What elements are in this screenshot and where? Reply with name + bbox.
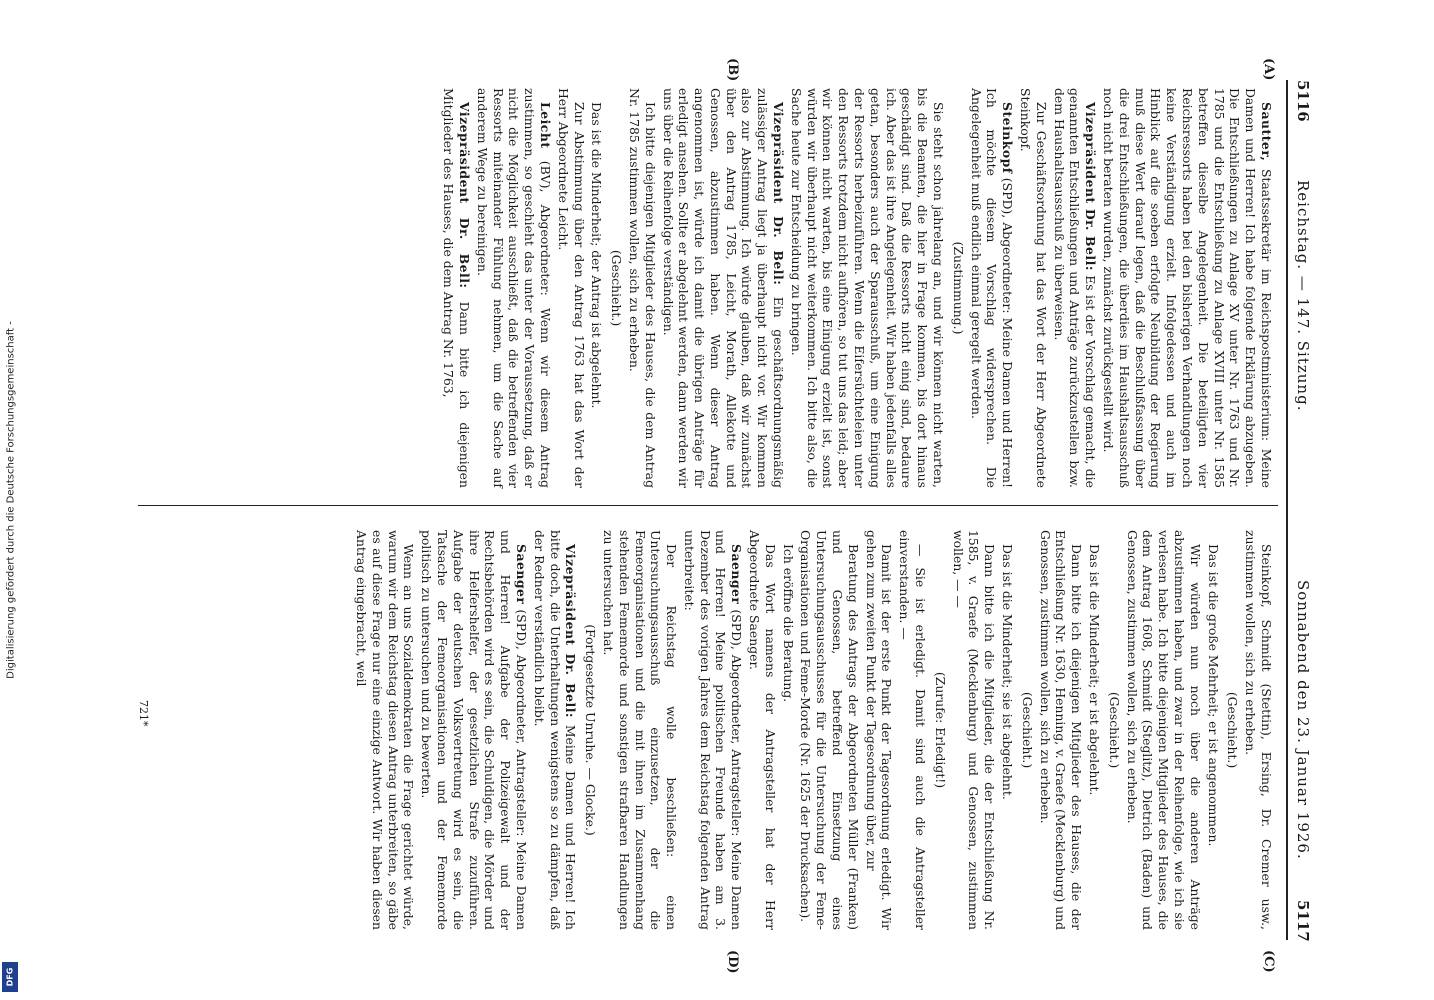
header-title: Reichstag. — 147. Sitzung. [1294, 180, 1312, 412]
paragraph-text: (SPD), Abgeordneter, Antragsteller: Meine Damen und Herren! Meine politischen Freunde haben am 3. Dezember des vorigen Jahres dem Reichstag folgenden Antrag unterbreitet: [681, 530, 745, 930]
paragraph [1205, 530, 1221, 930]
paragraph [555, 88, 587, 488]
right-column [351, 530, 1274, 930]
paragraph [968, 88, 1015, 488]
speaker-name: Vizepräsident Dr. Bell: [1083, 102, 1099, 271]
page-number-right: 5117 [1294, 900, 1312, 942]
stage-direction: (Geschieht.) [1106, 691, 1122, 769]
paragraph [681, 530, 744, 930]
paragraph-text: (SPD), Abgeordneter, Antragsteller: Meine Damen und Herren! Aufgabe der Polizeigewalt und der Rechtsbehörden wird es sein, die Schuldigen, die Mörder und ihre Helfershelfer, der gesetzlichen Strafe zuzuführen. Aufgabe der deutschen Volksvertretung wird es sein, die Tatsache der Femeorganisationen und der Fememorde politisch zu untersuchen und zu bewerten. [419, 530, 529, 930]
credit-text: Digitalisierung gefördert durch die Deutsche Forschungsgemeinschaft - [5, 321, 17, 679]
paragraph [896, 530, 928, 930]
paragraph-text: Der Reichstag wolle beschließen: einen Untersuchungsausschuß einzusetzen, der die Femeorganisationen und die mit ihnen im Zusammenhang stehenden Fememorde und sonstigen strafbaren Handlungen zu untersuchen hat. [600, 530, 680, 930]
paragraph [863, 530, 895, 930]
paragraph-text: Dann bitte ich die Mitglieder, die der Entschließung Nr. 1585, v. Graefe (Mecklenburg) und Genossen, zustimmen wollen, — — [950, 530, 998, 930]
paragraph [440, 88, 472, 488]
speaker-name: Vizepräsident Dr. Bell: [771, 102, 787, 286]
speaker-name: Saenger [513, 544, 529, 605]
paragraph-text: Ein geschäftsordnungsmäßig zulässiger Antrag liegt ja überhaupt nicht vor. Wir kommen also zur Abstimmung. Ich würde glauben, daß wir zunächst über den Antrag 1785, Leicht, Morath, Allekotte und Genossen, abzustimmen haben. Wenn dieser Antrag angenommen ist, würde ich damit die übrigen Anträge für erledigt ansehen. Sollte er abgelehnt werden, dann werden wir uns über die Reihenfolge verständigen. [660, 88, 787, 488]
paragraph [418, 530, 529, 930]
speaker-name: Sautter, [1259, 102, 1274, 162]
paragraph [950, 530, 997, 930]
header-rule [1286, 80, 1288, 940]
stage-direction: (Fortgesetzte Unruhe. — Glocke.) [583, 624, 599, 836]
paragraph [589, 88, 605, 488]
paragraph [1100, 88, 1274, 488]
paragraph-text: Ich bitte diejenigen Mitglieder des Hauses, die dem Antrag Nr. 1785 zustimmen wollen, sich zu erheben. [626, 88, 658, 488]
scanned-page [100, 40, 1340, 974]
signature-mark: 721* [137, 700, 150, 727]
margin-mark-b: (B) [725, 58, 740, 82]
paragraph-text: (BV), Abgeordneter: Wenn wir diesem Antrag zustimmen, so geschieht das unter der Voraussetzung, daß er nicht die Möglichkeit ausschließt, daß die betreffenden vier Ressorts miteinander Fühlung nehmen, um die Sache auf anderem Wege zu bereinigen. [474, 88, 553, 488]
paragraph-text: Es ist der Vorschlag gemacht, die genannten Entschließungen und Anträge zurückzustellen bzw. dem Haushaltsausschuß zu überweisen. [1051, 88, 1099, 488]
paragraph-text: Dann bitte ich diejenigen Mitglieder des Hauses, die dem Antrag Nr. 1763, [441, 88, 472, 488]
paragraph [780, 530, 796, 930]
paragraph-text: (SPD), Abgeordneter: Meine Damen und Herren! Ich möchte diesem Vorschlag widersprechen. Die Angelegenheit muß endlich einmal geregelt werden. [968, 88, 1016, 488]
paragraph-text: Ich eröffne die Beratung. [780, 544, 796, 703]
speaker-name: Vizepräsident Dr. Bell: [456, 102, 472, 289]
left-column [438, 88, 1274, 488]
stage-direction: (Geschieht.) [609, 249, 625, 327]
paragraph-text: Wir würden nun noch über die anderen Anträge abzustimmen haben, und zwar in der Reihenfolge, wie ich sie verlesen habe. Ich bitte diejenigen Mitglieder des Hauses, die dem Antrag 1608, Schmidt (Steglitz), Dietrich (Baden) und Genossen, zustimmen wollen, sich zu erheben. [1124, 530, 1203, 930]
header-date: Sonnabend den 23. Januar 1926. [1294, 580, 1312, 860]
dfg-logo [2, 962, 18, 992]
paragraph [999, 530, 1015, 930]
paragraph-text: Zur Abstimmung über den Antrag 1763 hat das Wort der Herr Abgeordnete Leicht. [555, 88, 587, 488]
paragraph-text: Das ist die Minderheit; sie ist abgelehnt. [1000, 544, 1016, 800]
paragraph-text: Das ist die Minderheit; der Antrag ist abgelehnt. [589, 102, 605, 409]
paragraph-text: Meine Damen und Herren! Ich bitte doch, die Unterhaltungen wenigstens so zu dämpfen, daß der Redner verständlich bleibt. [531, 530, 579, 930]
paragraph-text: Das ist die Minderheit; er ist abgelehnt. [1087, 544, 1103, 796]
paragraph [474, 88, 553, 488]
column-divider [138, 505, 1278, 506]
paragraph [600, 530, 679, 930]
paragraph [1037, 530, 1084, 930]
paragraph-text: — Sie ist erledigt. Damit sind auch die Antragsteller einverstanden. — [897, 530, 929, 930]
paragraph-text: Dann bitte ich diejenigen Mitglieder des Hauses, die der Entschließung Nr. 1630, Henning, v. Graefe (Mecklenburg) und Genossen, zustimmen wollen, sich zu erheben. [1037, 530, 1085, 931]
margin-mark-c: (C) [1261, 950, 1276, 973]
paragraph [626, 88, 658, 488]
paragraph [1051, 88, 1098, 488]
stage-direction: (Zustimmung.) [950, 241, 966, 335]
stage-direction: (Geschieht.) [1019, 691, 1035, 769]
paragraph [746, 530, 778, 930]
dfg-logo-text: DFG [5, 967, 15, 987]
paragraph-text: Das Wort namens der Antragsteller hat der Herr Abgeordnete Saenger. [747, 530, 778, 930]
paragraph-text: Beratung des Antrags der Abgeordneten Müller (Franken) und Genossen, betreffend Einsetzung eines Untersuchungsausschusses für die Untersuchung der Feme-Organisationen und Feme-Morde (Nr. 1625 der Drucksachen). [798, 530, 861, 930]
paragraph-text: Staatssekretär im Reichspostministerium: Meine Damen und Herren! Ich habe folgende Erklärung abzugeben. Die Entschließungen zu Anlage XV unter Nr. 1763 und Nr. 1785 und die Entschließung zu Anlage XVIII unter Nr. 1585 betreffen dieselbe Angelegenheit. Die beteiligten vier Reichsressorts haben bei den bisherigen Verhandlungen noch keine Verständigung erzielt. Infolgedessen und auch im Hinblick auf die soeben erfolgte Neubildung der Regierung muß diese Wert darauf legen, daß die Beschlußfassung über die drei Entschließungen, die überdies im Haushaltsausschuß noch nicht beraten wurden, zunächst zurückgestellt wird. [1101, 88, 1274, 488]
paragraph [1242, 530, 1274, 930]
speaker-name: Vizepräsident Dr. Bell: [563, 544, 579, 718]
paragraph [353, 530, 416, 930]
paragraph [1017, 88, 1049, 488]
paragraph-text: Wenn an uns Sozialdemokraten die Frage gerichtet würde, warum wir dem Reichstag diesen Antrag unterbreiten, so gäbe es auf diese Frage nur eine einzige Antwort. Wir haben diesen Antrag eingebracht, weil [353, 530, 417, 930]
paragraph-text: Zur Geschäftsordnung hat das Wort der Herr Abgeordnete Steinkopf. [1018, 88, 1049, 488]
page-number-left: 5116 [1294, 80, 1312, 122]
speaker-name: Leicht [537, 102, 553, 149]
paragraph [788, 88, 946, 488]
paragraph-text: Sie steht schon jahrelang an, und wir können nicht warten, bis die Beamten, die hier in Frage kommen, bis dort hinaus geschädigt sind. Daß die Ressorts nicht einig sind, bedaure ich. Aber das ist ihre Angelegenheit. Wir haben jedenfalls alles getan, besonders auch der Sparausschuß, um eine Einigung der Ressorts herbeizuführen. Wenn die Eifersüchteleien unter den Ressorts trotzdem nicht aufhören, so tut uns das leid; aber wir können nicht warten, bis eine Einigung erzielt ist, sonst würden wir überhaupt nicht weiterkommen. Ich bitte also, die Sache heute zur Entscheidung zu bringen. [788, 88, 947, 488]
speaker-name: Saenger [729, 544, 745, 605]
stage-direction: (Zurufe: Erledigt!) [932, 671, 948, 789]
paragraph [1086, 530, 1102, 930]
digitization-credit [0, 0, 22, 1000]
margin-mark-a: (A) [1261, 58, 1276, 81]
paragraph [660, 88, 786, 488]
paragraph-text: Damit ist der erste Punkt der Tagesordnung erledigt. Wir gehen zum zweiten Punkt der Tagesordnung über, zur [863, 530, 895, 930]
paragraph [798, 530, 861, 930]
paragraph [531, 530, 578, 930]
paragraph-text: Steinkopf, Schmidt (Stettin), Ersing, Dr. Cremer usw., zustimmen wollen, sich zu erheben. [1243, 530, 1274, 930]
speaker-name: Steinkopf [1000, 102, 1016, 174]
paragraph [1124, 530, 1203, 930]
margin-mark-d: (D) [725, 950, 740, 974]
paragraph-text: Das ist die große Mehrheit; er ist angenommen. [1205, 544, 1221, 847]
stage-direction: (Geschieht.) [1225, 691, 1241, 769]
